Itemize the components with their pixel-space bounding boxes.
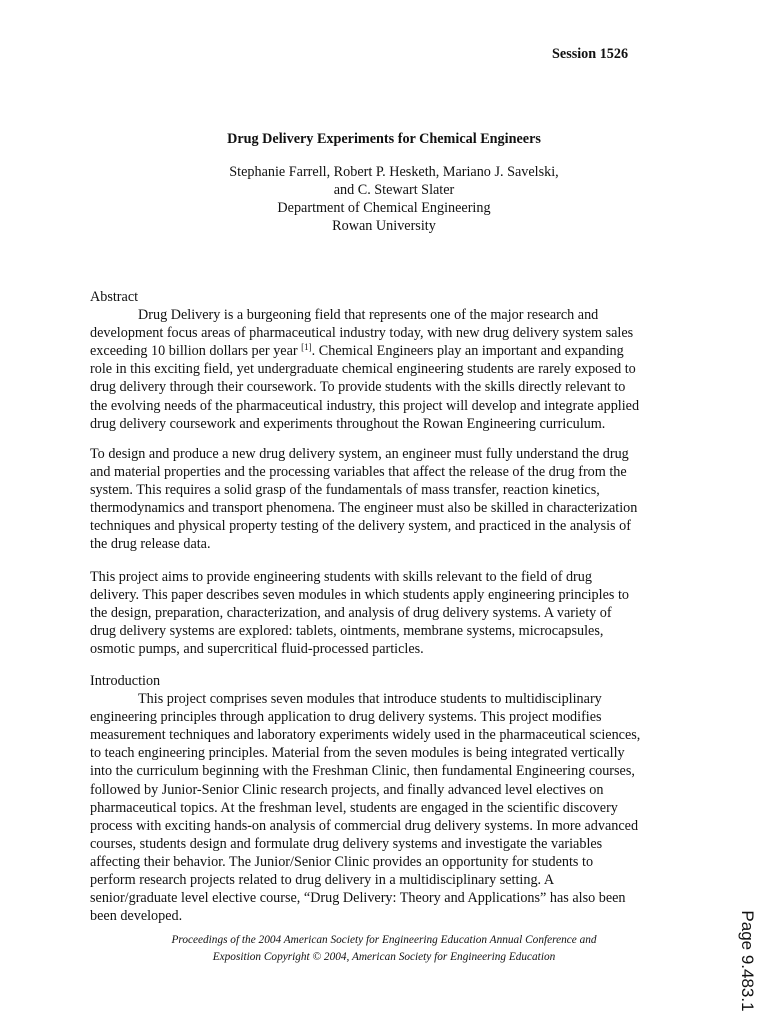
abstract-line: drug delivery coursework and experiments throughout the Rowan Engineering curriculum. <box>90 415 606 432</box>
section-heading-introduction: Introduction <box>90 673 161 689</box>
footer-proceedings-line: Proceedings of the 2004 American Society for Engineering Education Annual Conference and <box>171 934 597 946</box>
page-number-text: Page 9.483.1 <box>738 910 757 1012</box>
abstract-line: drug delivery through their coursework. To provide students with the skills directly relevant to <box>90 379 626 396</box>
introduction-line: engineering principles through application to drug delivery systems. This project modifies <box>90 709 602 726</box>
introduction-line: perform research projects related to drug delivery in a multidisciplinary setting. A <box>90 872 555 889</box>
paragraph-line: system. This requires a solid grasp of the fundamentals of mass transfer, reaction kinetics, <box>90 482 600 499</box>
citation-marker: [1] <box>301 342 312 353</box>
paper-title: Drug Delivery Experiments for Chemical Engineers <box>227 131 541 147</box>
abstract-line-start: exceeding 10 billion dollars per year <box>90 343 298 360</box>
footer-copyright-line: Exposition Copyright © 2004, American Society for Engineering Education <box>212 950 556 963</box>
author-names-continued: and C. Stewart Slater <box>333 182 455 198</box>
abstract-line: role in this exciting field, yet undergraduate chemical engineering students are rarely exposed to <box>90 361 636 378</box>
introduction-line: pharmaceutical topics. At the freshman level, students are engaged in the scientific discovery <box>90 799 618 816</box>
paragraph-line: drug delivery systems are explored: tablets, ointments, membrane systems, microcapsules, <box>90 623 604 640</box>
section-heading-abstract: Abstract <box>90 289 139 305</box>
paragraph-design <box>90 445 690 554</box>
introduction-section <box>90 672 690 925</box>
abstract-line-end: . Chemical Engineers play an important and expanding <box>311 343 624 360</box>
paragraph-line: and material properties and the processing variables that affect the release of the drug from the <box>90 464 627 481</box>
paragraph-line: This project aims to provide engineering students with skills relevant to the field of drug <box>90 569 592 585</box>
introduction-line: to teach engineering principles. Material from the seven modules is being integrated vertically <box>90 745 625 762</box>
page-footer <box>0 932 768 965</box>
session-number: Session 1526 <box>552 46 629 62</box>
paragraph-line: the drug release data. <box>90 536 211 553</box>
introduction-line: into the curriculum beginning with the Freshman Clinic, then fundamental Engineering courses, <box>90 763 635 780</box>
paragraph-project-aims <box>90 568 690 658</box>
introduction-line: affecting their behavior. The Junior/Senior Clinic provides an opportunity for students to <box>90 853 594 870</box>
abstract-line: the evolving needs of the pharmaceutical industry, this project will develop and integrate applied <box>90 397 640 414</box>
author-names: Stephanie Farrell, Robert P. Hesketh, Mariano J. Savelski, <box>229 164 559 180</box>
introduction-line: courses, students design and formulate drug delivery systems and investigate the variables <box>90 835 603 852</box>
paragraph-line: the design, preparation, characterization, and analysis of drug delivery systems. A variety of <box>90 605 612 622</box>
introduction-line: been developed. <box>90 908 183 925</box>
university: Rowan University <box>332 218 436 234</box>
introduction-line: senior/graduate level elective course, “Drug Delivery: Theory and Applications” has also been <box>90 890 626 907</box>
paragraph-line: thermodynamics and transport phenomena. The engineer must also be skilled in characterization <box>90 500 638 517</box>
abstract-line: Drug Delivery is a burgeoning field that represents one of the major research and <box>138 307 599 324</box>
paragraph-line: delivery. This paper describes seven modules in which students apply engineering principles to <box>90 587 629 604</box>
paragraph-line: To design and produce a new drug delivery system, an engineer must fully understand the drug <box>90 446 629 462</box>
introduction-line: measurement techniques and laboratory experiments widely used in the pharmaceutical sciences, <box>90 727 641 744</box>
department: Department of Chemical Engineering <box>277 200 491 216</box>
introduction-line: followed by Junior-Senior Clinic research projects, and finally advanced level electives on <box>90 781 604 798</box>
abstract-line: development focus areas of pharmaceutical industry today, with new drug delivery system sales <box>90 325 634 342</box>
author-block <box>0 163 768 235</box>
abstract-line-with-citation <box>90 342 690 360</box>
introduction-line: process with exciting hands-on analysis of commercial drug delivery systems. In more advanced <box>90 817 639 834</box>
abstract-section <box>90 288 690 433</box>
page-number-stamp <box>727 898 767 1024</box>
paragraph-line: techniques and physical property testing of the delivery system, and practiced in the analysis of <box>90 518 631 535</box>
introduction-line: This project comprises seven modules that introduce students to multidisciplinary <box>138 691 602 708</box>
paragraph-line: osmotic pumps, and supercritical fluid-processed particles. <box>90 641 424 658</box>
